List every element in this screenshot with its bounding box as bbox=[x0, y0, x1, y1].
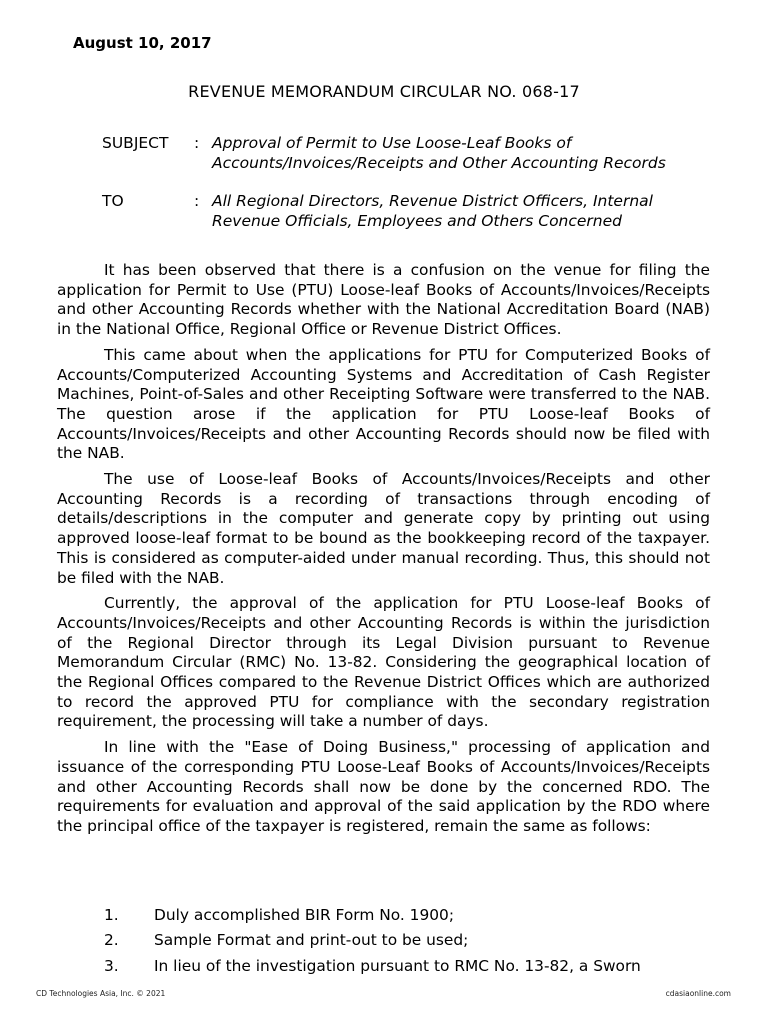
list-item-number: 1. bbox=[104, 906, 119, 924]
to-label: TO bbox=[102, 192, 124, 210]
document-title: REVENUE MEMORANDUM CIRCULAR NO. 068-17 bbox=[188, 82, 580, 101]
subject-label: SUBJECT bbox=[102, 134, 169, 152]
paragraph-4: Currently, the approval of the application for PTU Loose-leaf Books of Accounts/Invoices/Receipts and other Accounting Records is within the jurisdiction of the Regional Director through its Legal Division pursuant to Revenue Memorandum Circular (RMC) No. 13-82. Considering the geographical location of the Regional Offices compared to the Revenue District Offices which are authorized to record the approved PTU for compliance with the secondary registration requirement, the processing will take a number of days. bbox=[57, 594, 710, 731]
paragraph-3: The use of Loose-leaf Books of Accounts/Invoices/Receipts and other Accounting Records is a recording of transactions through encoding of details/descriptions in the computer and generate copy by printing out using approved loose-leaf format to be bound as the bookkeeping record of the taxpayer. This is considered as computer-aided under manual recording. Thus, this should not be filed with the NAB. bbox=[57, 470, 710, 587]
paragraph-5: In line with the "Ease of Doing Business," processing of application and issuance of the corresponding PTU Loose-Leaf Books of Accounts/Invoices/Receipts and other Accounting Records shall now be done by the concerned RDO. The requirements for evaluation and approval of the said application by the RDO where the principal office of the taxpayer is registered, remain the same as follows: bbox=[57, 738, 710, 835]
subject-line-2: Accounts/Invoices/Receipts and Other Accounting Records bbox=[212, 154, 666, 172]
list-item bbox=[104, 906, 710, 926]
to-colon: : bbox=[194, 192, 200, 210]
list-item bbox=[104, 957, 710, 977]
list-item-text: In lieu of the investigation pursuant to RMC No. 13-82, a Sworn bbox=[154, 957, 641, 975]
list-item-number: 2. bbox=[104, 931, 119, 949]
paragraph-2: This came about when the applications for PTU for Computerized Books of Accounts/Computerized Accounting Systems and Accreditation of Cash Register Machines, Point-of-Sales and other Receipting Software were transferred to the NAB. The question arose if the application for PTU Loose-leaf Books of Accounts/Invoices/Receipts and other Accounting Records should now be filed with the NAB. bbox=[57, 345, 710, 463]
list-item-text: Duly accomplished BIR Form No. 1900; bbox=[154, 906, 455, 924]
memo-body bbox=[57, 261, 710, 843]
to-line-2: Revenue Officials, Employees and Others Concerned bbox=[212, 212, 623, 230]
to-line-1: All Regional Directors, Revenue District Officers, Internal bbox=[212, 192, 653, 210]
list-item-text: Sample Format and print-out to be used; bbox=[154, 931, 469, 949]
paragraph-1: It has been observed that there is a confusion on the venue for filing the application for Permit to Use (PTU) Loose-leaf Books of Accounts/Invoices/Receipts and other Accounting Records whether with the National Accreditation Board (NAB) in the National Office, Regional Office or Revenue District Offices. bbox=[57, 261, 710, 339]
footer-website: cdasiaonline.com bbox=[665, 989, 731, 998]
list-item-number: 3. bbox=[104, 957, 119, 975]
to-value bbox=[212, 191, 712, 231]
list-item bbox=[104, 931, 710, 951]
subject-colon: : bbox=[194, 134, 200, 152]
subject-value bbox=[212, 133, 712, 173]
footer-copyright: CD Technologies Asia, Inc. © 2021 bbox=[36, 989, 166, 998]
subject-line-1: Approval of Permit to Use Loose-Leaf Books of bbox=[212, 134, 572, 152]
document-date: August 10, 2017 bbox=[73, 34, 212, 52]
